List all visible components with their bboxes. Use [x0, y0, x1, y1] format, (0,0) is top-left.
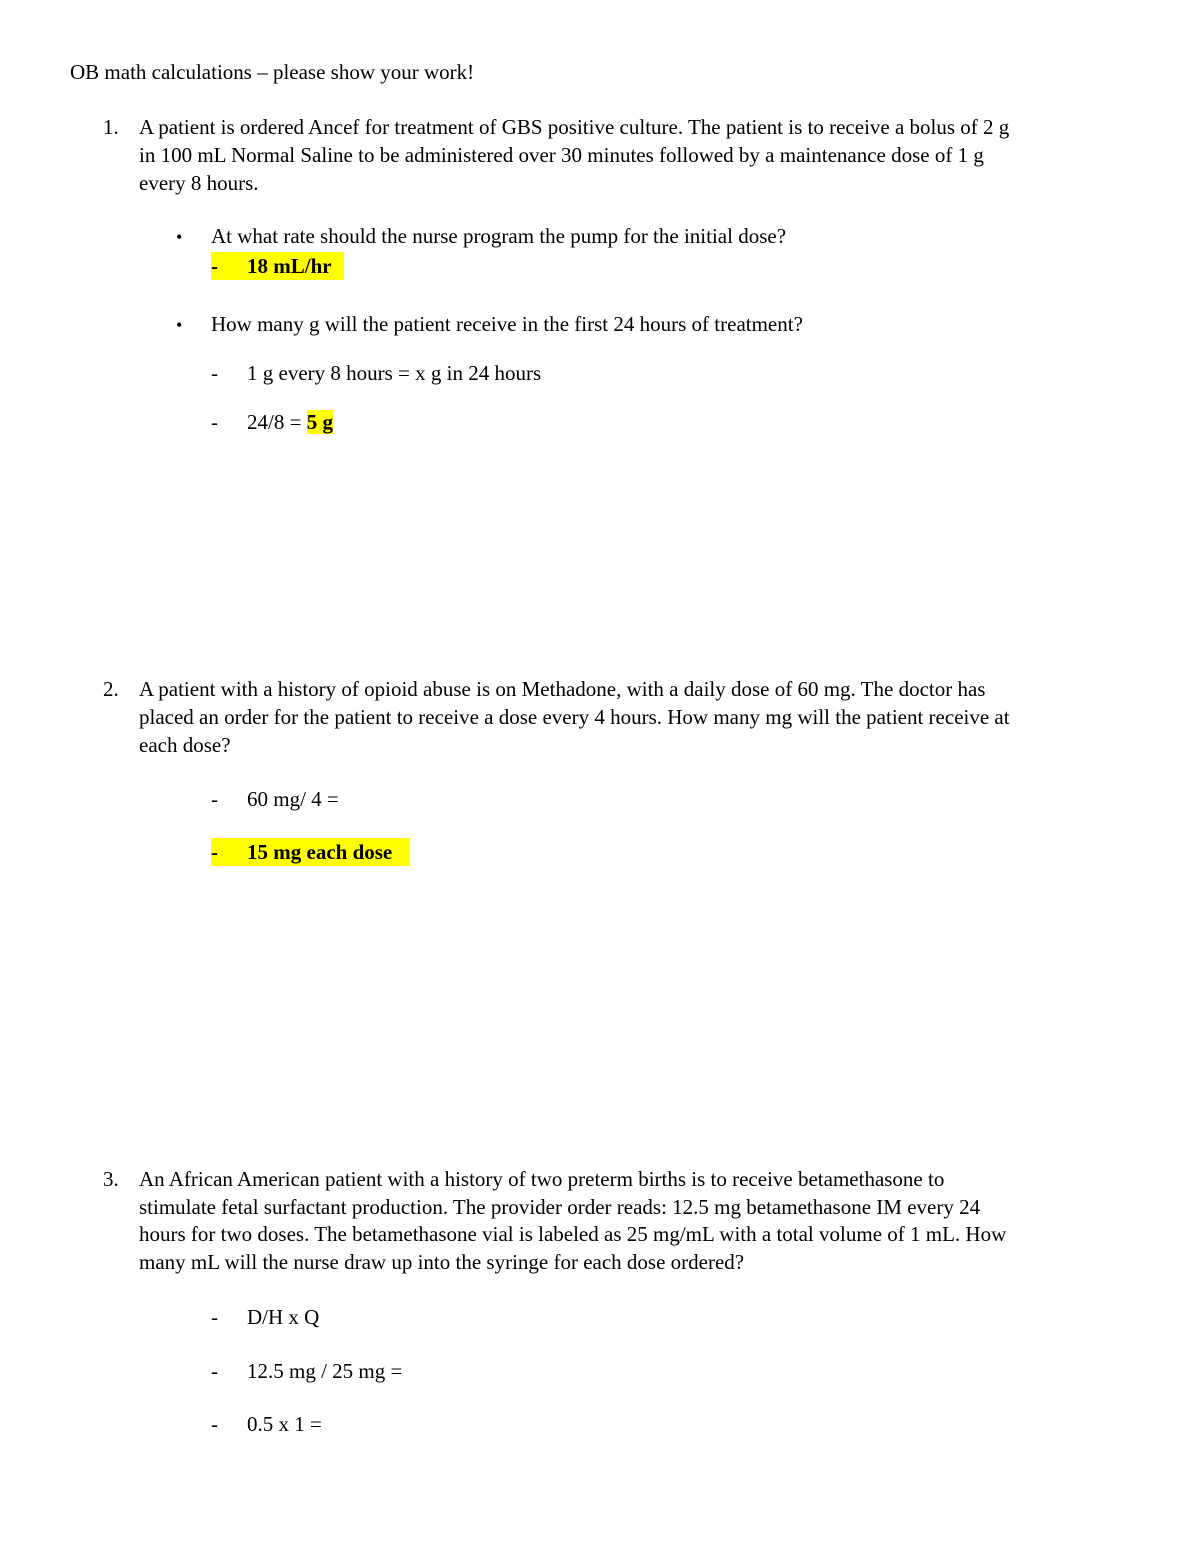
question-2-answer	[211, 838, 410, 866]
work-text: 1 g every 8 hours = x g in 24 hours	[247, 361, 542, 385]
answer-text: 5 g	[306, 410, 333, 434]
dash-marker: -	[211, 840, 218, 864]
work-step	[211, 1410, 322, 1438]
work-step	[211, 359, 541, 387]
question-3-text-line: hours for two doses. The betamethasone vial is labeled as 25 mg/mL with a total volume of 1 mL. How	[139, 1222, 1007, 1246]
dash-marker: -	[211, 254, 218, 278]
question-1-number: 1.	[103, 115, 119, 139]
work-step	[211, 408, 333, 436]
question-2-text-line: placed an order for the patient to receive a dose every 4 hours. How many mg will the patient receive at	[139, 705, 1010, 729]
question-1-text-line: every 8 hours.	[139, 171, 259, 195]
question-1-text-line: in 100 mL Normal Saline to be administered over 30 minutes followed by a maintenance dose of 1 g	[139, 143, 984, 167]
answer-text: 15 mg each dose	[247, 840, 393, 864]
question-1b-prompt: How many g will the patient receive in the first 24 hours of treatment?	[211, 312, 803, 336]
bullet-icon: •	[176, 315, 183, 335]
work-text: 60 mg/ 4 =	[247, 787, 339, 811]
bullet-icon: •	[176, 227, 183, 247]
question-3-text-line: many mL will the nurse draw up into the syringe for each dose ordered?	[139, 1250, 745, 1274]
work-text: 24/8 =	[247, 410, 307, 434]
question-2-number: 2.	[103, 677, 119, 701]
dash-marker: -	[211, 1359, 218, 1383]
question-3-text-line: stimulate fetal surfactant production. The provider order reads: 12.5 mg betamethasone IM every 24	[139, 1195, 981, 1219]
answer-text: 18 mL/hr	[247, 254, 332, 278]
question-1a-prompt: At what rate should the nurse program the pump for the initial dose?	[211, 224, 787, 248]
work-step	[211, 785, 339, 813]
question-3-number: 3.	[103, 1167, 119, 1191]
question-1a-answer	[211, 252, 344, 280]
question-2-text-line: A patient with a history of opioid abuse is on Methadone, with a daily dose of 60 mg. The doctor has	[139, 677, 986, 701]
work-text: D/H x Q	[247, 1305, 320, 1329]
question-3-text-line: An African American patient with a history of two preterm births is to receive betamethasone to	[139, 1167, 945, 1191]
question-2-text-line: each dose?	[139, 733, 231, 757]
dash-marker: -	[211, 1305, 218, 1329]
dash-marker: -	[211, 787, 218, 811]
work-text: 0.5 x 1 =	[247, 1412, 322, 1436]
dash-marker: -	[211, 410, 218, 434]
dash-marker: -	[211, 1412, 218, 1436]
work-text: 12.5 mg / 25 mg =	[247, 1359, 403, 1383]
work-step	[211, 1357, 402, 1385]
question-1-text-line: A patient is ordered Ancef for treatment of GBS positive culture. The patient is to receive a bolus of 2 g	[139, 115, 1010, 139]
dash-marker: -	[211, 361, 218, 385]
work-step	[211, 1303, 319, 1331]
document-title: OB math calculations – please show your work!	[70, 60, 475, 84]
